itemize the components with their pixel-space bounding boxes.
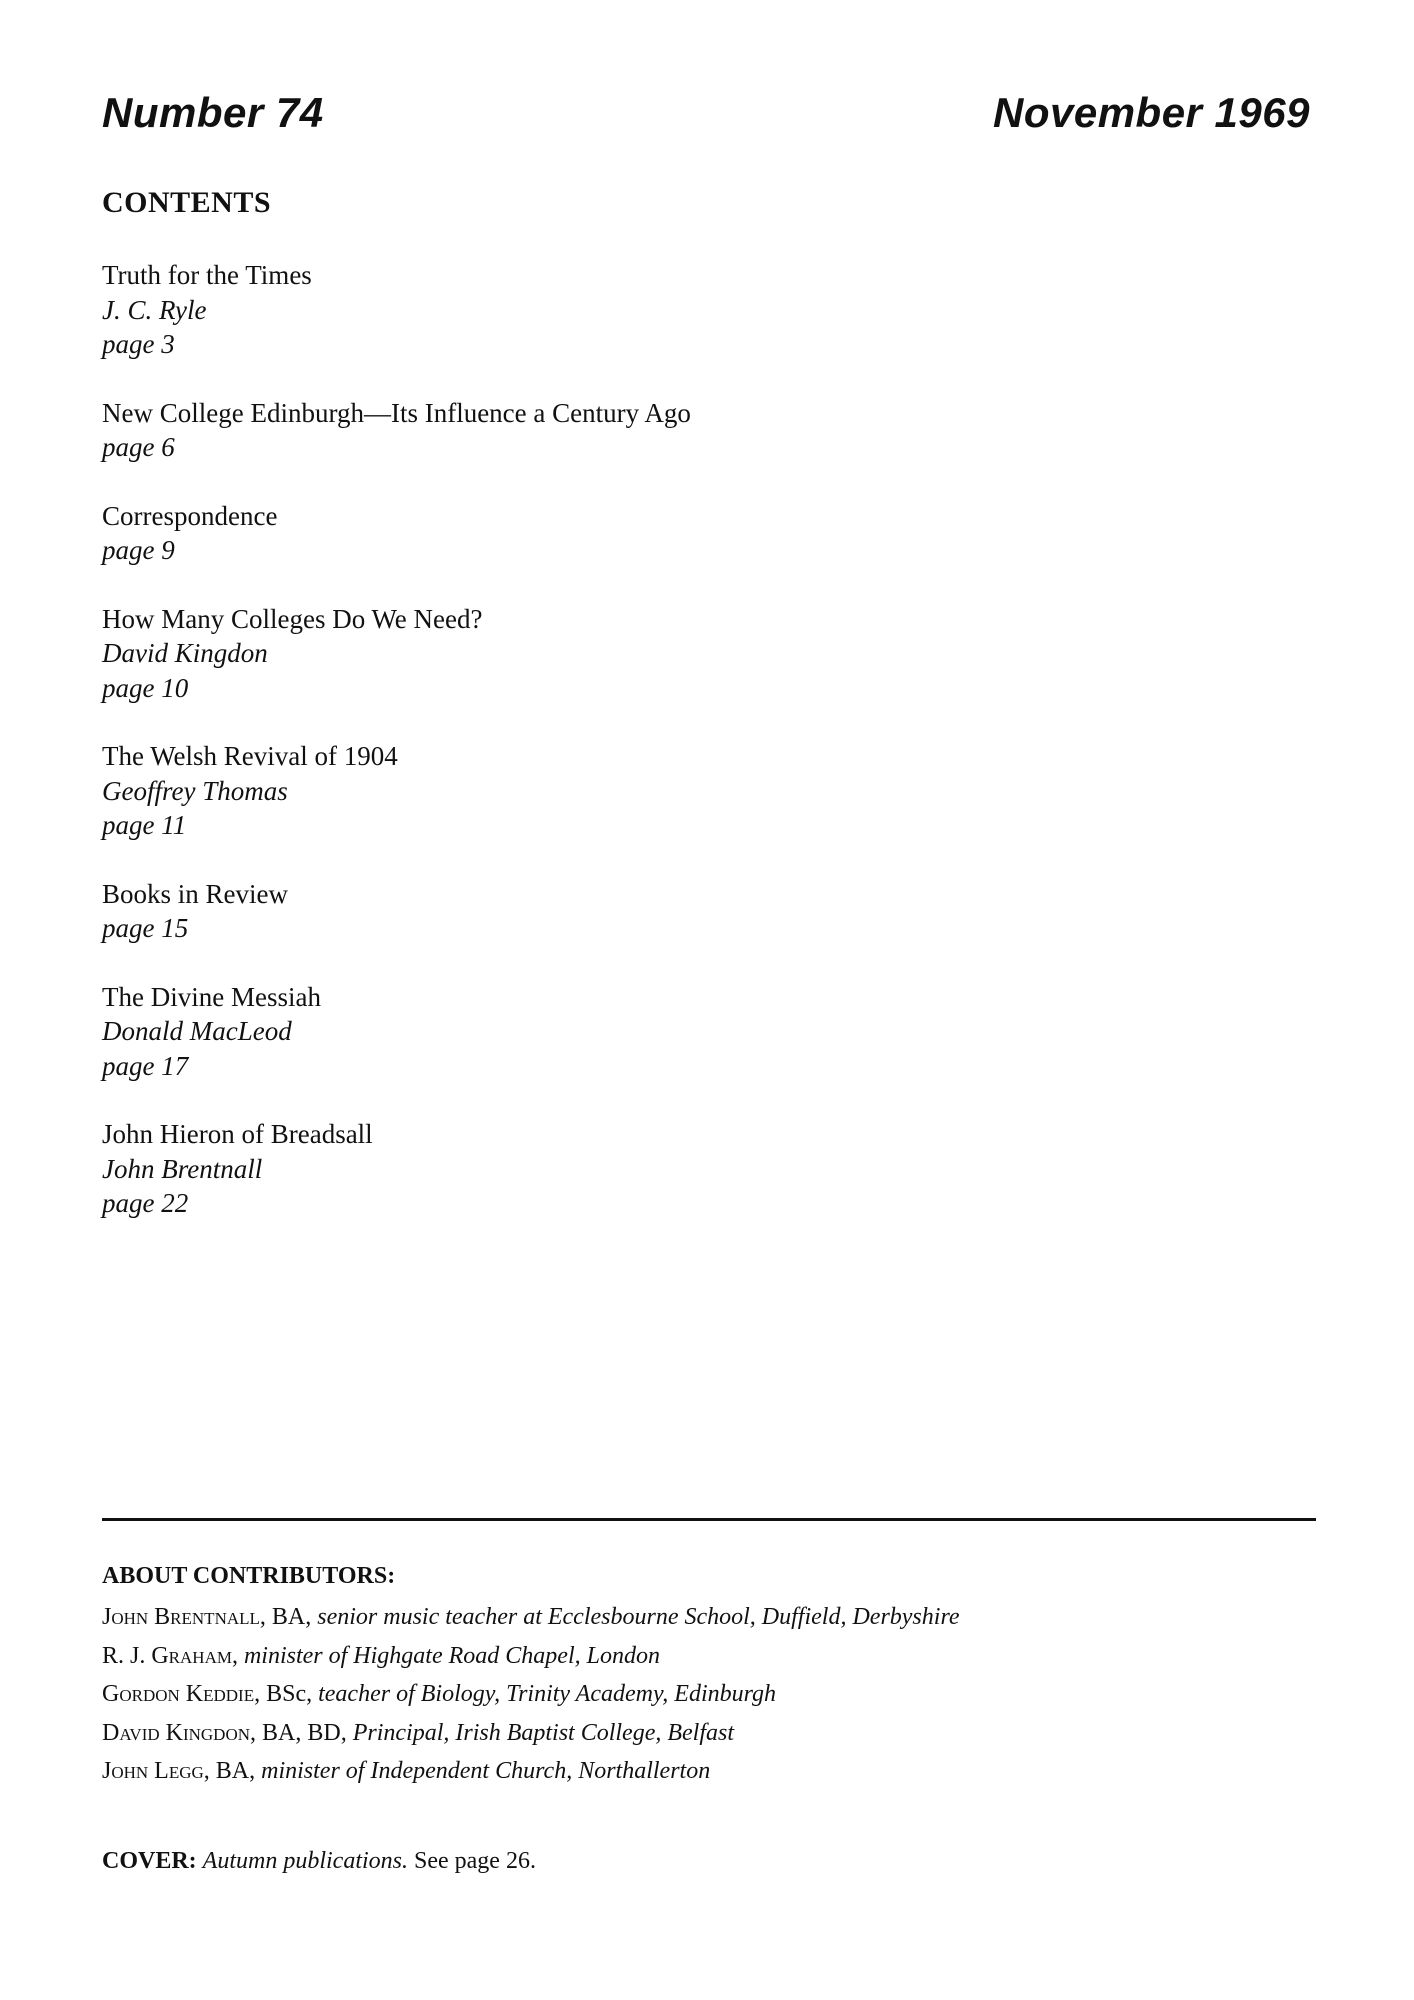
toc-entry-title: How Many Colleges Do We Need?	[102, 603, 483, 634]
toc-entry-title: Books in Review	[102, 878, 288, 909]
toc-entry-title: Truth for the Times	[102, 260, 312, 290]
issue-number: Number 74	[102, 89, 324, 136]
contributor-name: R. J. Graham	[102, 1642, 232, 1669]
contributor-qualifications: , BA,	[203, 1758, 262, 1784]
toc-entry-author: J. C. Ryle	[102, 294, 207, 325]
contributor-description: minister of Highgate Road Chapel, London	[243, 1642, 660, 1669]
contents-title: CONTENTS	[102, 186, 272, 219]
contributor-line	[102, 1637, 1302, 1676]
toc-entry-page: page 3	[102, 329, 175, 359]
cover-reference: See page 26.	[414, 1848, 536, 1874]
contributor-line	[102, 1598, 1302, 1637]
contributors-section	[102, 1560, 1302, 1791]
toc-entry	[102, 1117, 1002, 1221]
contributors-heading: ABOUT CONTRIBUTORS:	[102, 1563, 396, 1589]
contributor-name: David Kingdon	[102, 1719, 251, 1746]
toc-entry-author: David Kingdon	[102, 638, 268, 668]
masthead	[102, 89, 1310, 136]
toc-entry-page: page 15	[102, 913, 189, 943]
contributor-description: senior music teacher at Ecclesbourne School, Duffield, Derbyshire	[317, 1604, 960, 1630]
table-of-contents	[102, 258, 1002, 1255]
toc-entry-title: The Divine Messiah	[102, 981, 321, 1012]
contributor-name: John Legg	[102, 1758, 204, 1784]
cover-note	[102, 1845, 536, 1877]
toc-entry	[102, 258, 1002, 362]
contributor-name: John Brentnall	[102, 1604, 260, 1630]
toc-entry-page: page 6	[102, 432, 175, 462]
toc-entry-title: New College Edinburgh—Its Influence a Century Ago	[102, 397, 691, 428]
contributor-line	[102, 1675, 1302, 1714]
toc-entry-author: Donald MacLeod	[102, 1016, 292, 1046]
toc-entry	[102, 396, 1002, 465]
toc-entry	[102, 877, 1002, 946]
toc-entry-title: Correspondence	[102, 500, 278, 531]
toc-entry-author: Geoffrey Thomas	[102, 775, 288, 806]
toc-entry-page: page 22	[102, 1188, 189, 1218]
toc-entry	[102, 602, 1002, 706]
toc-entry	[102, 739, 1002, 843]
toc-entry-page: page 9	[102, 535, 175, 565]
toc-entry-page: page 17	[102, 1050, 189, 1081]
contributor-line	[102, 1752, 1302, 1791]
toc-entry	[102, 980, 1002, 1084]
contributor-qualifications: ,	[231, 1642, 244, 1669]
contributor-name: Gordon Keddie	[102, 1681, 255, 1707]
divider-rule	[102, 1518, 1316, 1521]
toc-entry-title: John Hieron of Breadsall	[102, 1119, 373, 1149]
cover-caption: Autumn publications.	[202, 1848, 408, 1874]
cover-label: COVER:	[102, 1848, 197, 1874]
issue-date: November 1969	[992, 89, 1310, 136]
toc-entry-title: The Welsh Revival of 1904	[102, 741, 398, 771]
contributor-qualifications: , BA, BD,	[250, 1719, 353, 1746]
contributor-description: teacher of Biology, Trinity Academy, Edinburgh	[318, 1681, 777, 1707]
contributor-description: minister of Independent Church, Northallerton	[261, 1758, 711, 1784]
toc-entry-author: John Brentnall	[102, 1153, 263, 1184]
contributor-qualifications: , BA,	[259, 1604, 318, 1630]
contributor-description: Principal, Irish Baptist College, Belfast	[352, 1719, 735, 1746]
toc-entry	[102, 499, 1002, 568]
toc-entry-page: page 11	[102, 810, 187, 840]
contributor-qualifications: , BSc,	[254, 1681, 319, 1707]
toc-entry-page: page 10	[102, 672, 189, 703]
contributor-line	[102, 1714, 1302, 1753]
